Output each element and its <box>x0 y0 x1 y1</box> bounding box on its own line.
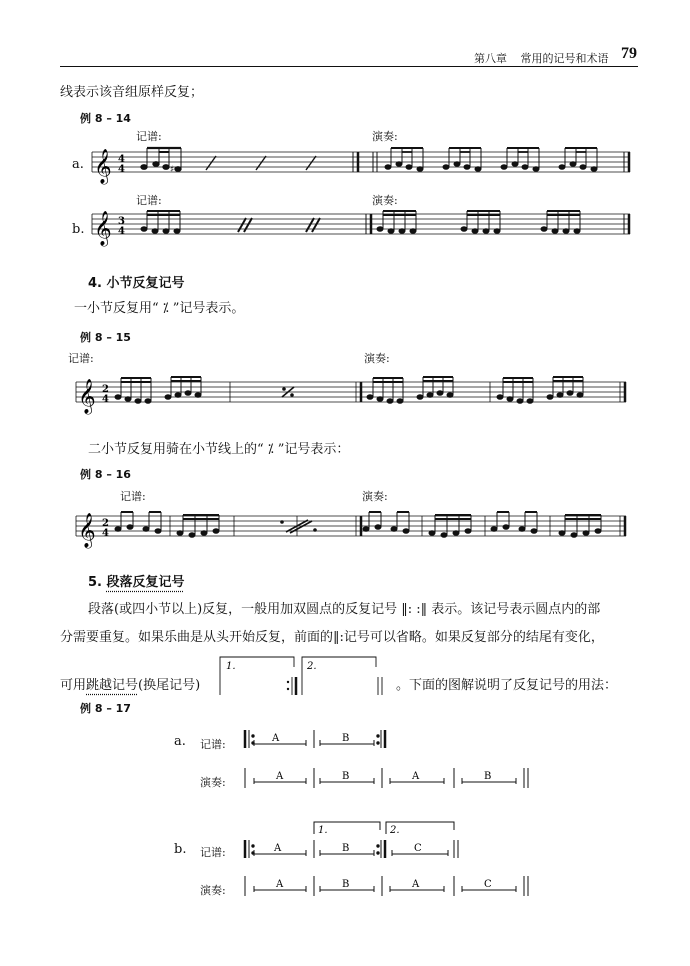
ex14-a-notation-label: 记谱: <box>136 130 162 143</box>
para3-emphasis: 跳越记号 <box>86 678 139 693</box>
section-5-para1: 段落(或四小节以上)反复，一般用加双圆点的反复记号 ‖: :‖ 表示。该记号表示圆点内的部 <box>88 602 601 617</box>
svg-text:4: 4 <box>102 528 109 539</box>
ex14-row-a-label: a. <box>72 157 84 172</box>
svg-text:𝄞: 𝄞 <box>78 379 96 414</box>
ex14-b-notation-label: 记谱: <box>136 194 162 207</box>
a-notation-A: A <box>272 733 280 744</box>
example-8-16-staff <box>72 502 630 552</box>
para3-middle: (换尾记号) <box>138 678 201 693</box>
diagram-b-performance-label: 演奏: <box>200 884 226 897</box>
b-performance-1: A <box>276 879 284 890</box>
intro-line: 线表示该音组原样反复； <box>60 85 204 100</box>
section-5-number: 5. <box>88 575 102 590</box>
example-8-15-label: 例 8 – 15 <box>80 331 131 344</box>
b-performance-2: B <box>342 879 350 890</box>
b-performance-3: A <box>412 879 420 890</box>
ex14-performance-a <box>385 148 597 171</box>
section-5-heading <box>88 571 185 590</box>
inline-volta-1: 1. <box>226 661 236 672</box>
section-4-para2: 二小节反复用骑在小节线上的“ ⁒ ”记号表示： <box>88 442 350 457</box>
ex14-b-performance-label: 演奏: <box>372 194 398 207</box>
a-performance-1: A <box>276 771 284 782</box>
ex16-performance-label: 演奏: <box>362 490 388 503</box>
diagram-a <box>236 726 536 794</box>
a-notation-B: B <box>342 733 350 744</box>
b-notation-B: B <box>342 843 350 854</box>
section-5-para2: 分需要重复。如果乐曲是从头开始反复，前面的‖:记号可以省略。如果反复部分的结尾有变化， <box>60 630 604 645</box>
para3-prefix: 可用 <box>60 678 87 693</box>
ex14-staff-b <box>92 214 630 234</box>
example-8-14-staves <box>88 142 633 250</box>
ex15-notation-label: 记谱: <box>68 352 94 365</box>
header-rule <box>60 66 638 67</box>
a-performance-3: A <box>412 771 420 782</box>
svg-text:4: 4 <box>102 394 109 405</box>
section-4-text: 一小节反复用“ ⁒ ”记号表示。 <box>74 301 245 316</box>
ex14-treble-clef-a: 𝄞 <box>94 149 112 184</box>
b-notation-C: C <box>414 843 422 854</box>
svg-text:𝄞: 𝄞 <box>78 513 96 548</box>
ex14-row-b-label: b. <box>72 222 85 237</box>
chapter-number: 第八章 <box>474 52 507 65</box>
section-5-title: 段落反复记号 <box>106 575 185 590</box>
section-4-heading: 4. 小节反复记号 <box>88 276 185 291</box>
ex14-time-sig-a-bottom: 4 <box>118 164 125 175</box>
diagram-b <box>236 818 536 902</box>
diagram-b-label: b. <box>174 842 187 857</box>
ex14-time-sig-a-top: 4 <box>118 154 125 165</box>
ex14-treble-clef-b: 𝄞 <box>94 211 112 246</box>
diagram-b-notation-label: 记谱: <box>200 846 226 859</box>
inline-volta-2: 2. <box>307 661 317 672</box>
svg-text:2: 2 <box>102 518 109 529</box>
example-8-17-label: 例 8 – 17 <box>80 702 131 715</box>
example-8-16-label: 例 8 – 16 <box>80 468 131 481</box>
ex14-a-performance-label: 演奏: <box>372 130 398 143</box>
section-5-para3-end: 。下面的图解说明了反复记号的用法： <box>396 678 618 693</box>
ex14-time-sig-b-bottom: 4 <box>118 226 125 237</box>
page-number: 79 <box>621 45 637 62</box>
a-performance-2: B <box>342 771 350 782</box>
ex16-notation-label: 记谱: <box>120 490 146 503</box>
b-performance-4: C <box>484 879 492 890</box>
example-8-14-label: 例 8 – 14 <box>80 112 131 125</box>
example-8-15-staff <box>72 368 630 420</box>
chapter-header <box>474 50 609 66</box>
diagram-a-notation-label: 记谱: <box>200 738 226 751</box>
section-5-para3-start <box>60 674 200 693</box>
diagram-a-performance-label: 演奏: <box>200 776 226 789</box>
b-notation-A: A <box>274 843 282 854</box>
diagram-a-label: a. <box>174 734 186 749</box>
b-volta-2: 2. <box>390 825 400 836</box>
a-performance-4: B <box>484 771 492 782</box>
ex15-performance-label: 演奏: <box>364 352 390 365</box>
volta-bracket-inline <box>218 655 390 699</box>
chapter-title: 常用的记号和术语 <box>520 52 609 65</box>
svg-text:2: 2 <box>102 384 109 395</box>
ex14-time-sig-b-top: 3 <box>118 216 125 227</box>
b-volta-1: 1. <box>318 825 328 836</box>
svg-text:♯: ♯ <box>170 165 175 175</box>
